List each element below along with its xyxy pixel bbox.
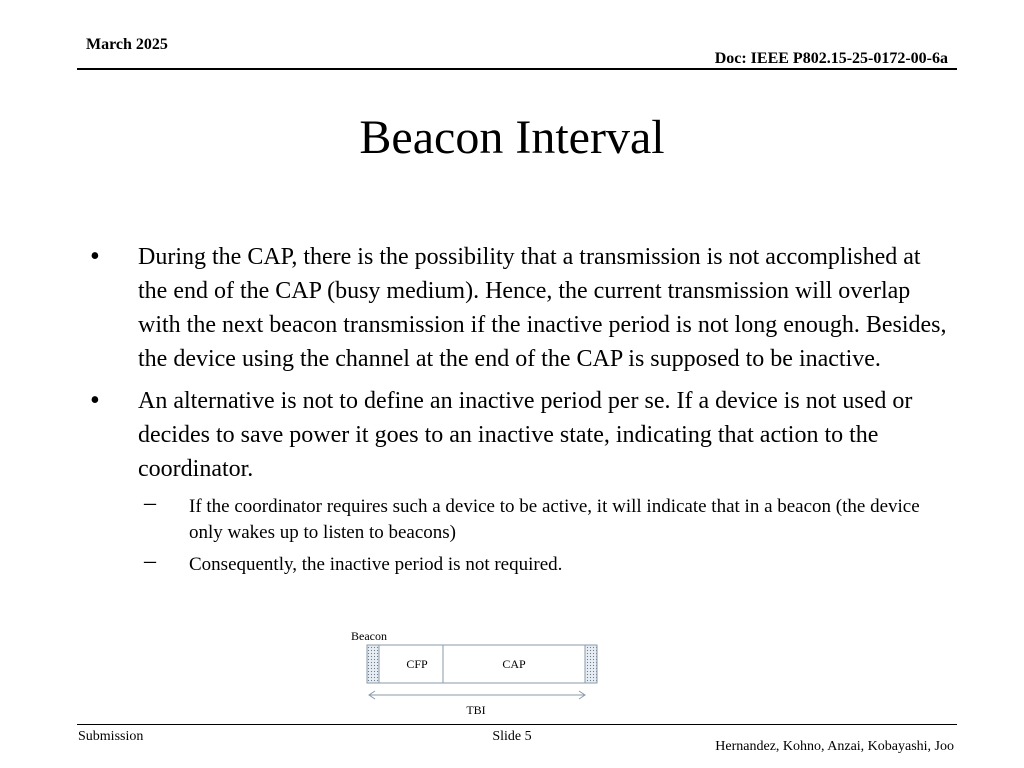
dash-icon: – xyxy=(144,490,156,516)
cap-label: CAP xyxy=(502,657,526,671)
header-doc-id: Doc: IEEE P802.15-25-0172-00-6a xyxy=(714,50,948,67)
bullet-dot-icon: • xyxy=(90,385,100,416)
sub-bullet-item xyxy=(90,490,950,546)
sub-bullet-text: If the coordinator requires such a device to be active, it will indicate that in a beacon (the device only wakes up to listen to beacons) xyxy=(189,496,920,543)
sub-bullet-text: Consequently, the inactive period is not required. xyxy=(189,554,563,575)
bullet-item xyxy=(90,240,950,376)
footer-submission: Submission xyxy=(78,729,144,744)
beacon-slot-end xyxy=(585,645,597,683)
bullet-dot-icon: • xyxy=(90,241,100,272)
footer-divider xyxy=(77,724,957,725)
slide-title: Beacon Interval xyxy=(359,111,665,164)
cfp-label: CFP xyxy=(406,657,428,671)
sub-bullet-item xyxy=(90,548,950,578)
beacon-slot-start xyxy=(367,645,379,683)
footer-authors: Hernandez, Kohno, Anzai, Kobayashi, Joo xyxy=(715,739,954,754)
beacon-label: Beacon xyxy=(351,629,387,643)
dash-icon: – xyxy=(144,548,156,574)
header-divider xyxy=(77,68,957,70)
bullet-text: An alternative is not to define an inactive period per se. If a device is not used or decides to save power it goes to an inactive state, indicating that action to the coordinator. xyxy=(138,388,913,482)
bullet-list xyxy=(90,240,950,584)
header-date: March 2025 xyxy=(86,36,168,53)
beacon-interval-diagram xyxy=(340,628,620,723)
bullet-item xyxy=(90,384,950,486)
superframe-box xyxy=(367,645,597,683)
footer-slide-number: Slide 5 xyxy=(492,729,532,744)
tbi-label: TBI xyxy=(466,703,486,717)
bullet-text: During the CAP, there is the possibility that a transmission is not accomplished at the end of the CAP (busy medium). Hence, the current transmission will overlap with the next beacon transmission if the inactive period is not long enough. Besides, the device using the channel at the end of the CAP is supposed to be inactive. xyxy=(138,244,947,372)
